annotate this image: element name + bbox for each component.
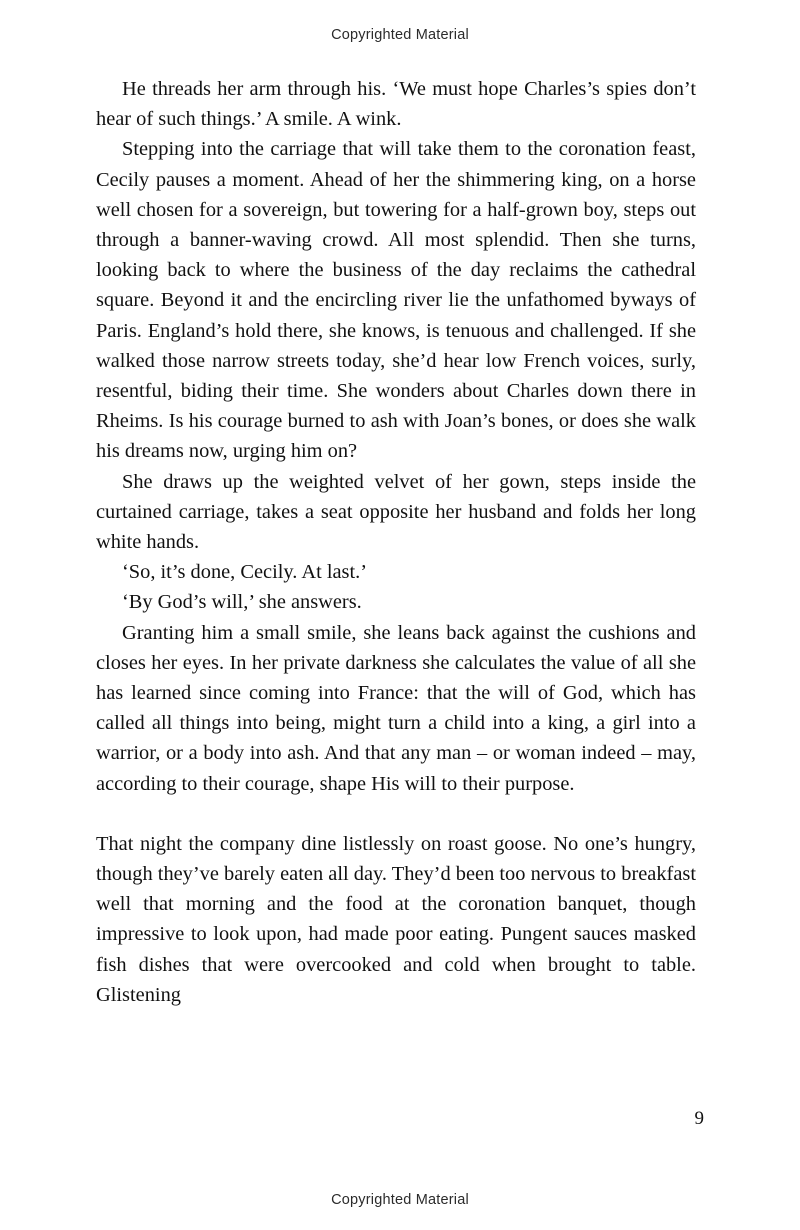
paragraph: That night the company dine listlessly on roast goose. No one’s hungry, though they’ve barely eaten all day. They’d been too nervous to breakfast well that morning and the food at the coronation banquet, though impressive to look upon, had made poor eating. Pungent sauces masked fish dishes that were overcooked and cold when brought to table. Glistening [96, 832, 696, 1006]
paragraph: ‘So, it’s done, Cecily. At last.’ [122, 561, 368, 584]
copyright-watermark-bottom: Copyrighted Material [331, 1192, 469, 1208]
body-text-column [96, 74, 696, 1010]
page-number: 9 [694, 1108, 704, 1129]
paragraph: He threads her arm through his. ‘We must hope Charles’s spies don’t hear of such things.’ A smile. A wink. [96, 78, 696, 131]
paragraph: ‘By God’s will,’ she answers. [122, 591, 362, 614]
paragraph: She draws up the weighted velvet of her gown, steps inside the curtained carriage, takes a seat opposite her husband and folds her long white hands. [96, 470, 696, 554]
paragraph: Stepping into the carriage that will take them to the coronation feast, Cecily pauses a moment. Ahead of her the shimmering king, on a horse well chosen for a sovereign, but towering for a half-grown boy, steps out through a banner-waving crowd. All most splendid. Then she turns, looking back to where the business of the day reclaims the cathedral square. Beyond it and the encircling river lie the unfathomed byways of Paris. England’s hold there, she knows, is tenuous and challenged. If she walked those narrow streets today, she’d hear low French voices, surly, resentful, biding their time. She wonders about Charles down there in Rheims. Is his courage burned to ash with Joan’s bones, or does she walk his dreams now, urging him on? [96, 138, 696, 463]
paragraph: Granting him a small smile, she leans back against the cushions and closes her eyes. In her private darkness she calculates the value of all she has learned since coming into France: that the will of God, which has called all things into being, might turn a child into a king, a girl into a warrior, or a body into ash. And that any man – or woman indeed – may, according to their courage, shape His will to their purpose. [96, 621, 696, 795]
copyright-watermark-top: Copyrighted Material [331, 27, 469, 43]
